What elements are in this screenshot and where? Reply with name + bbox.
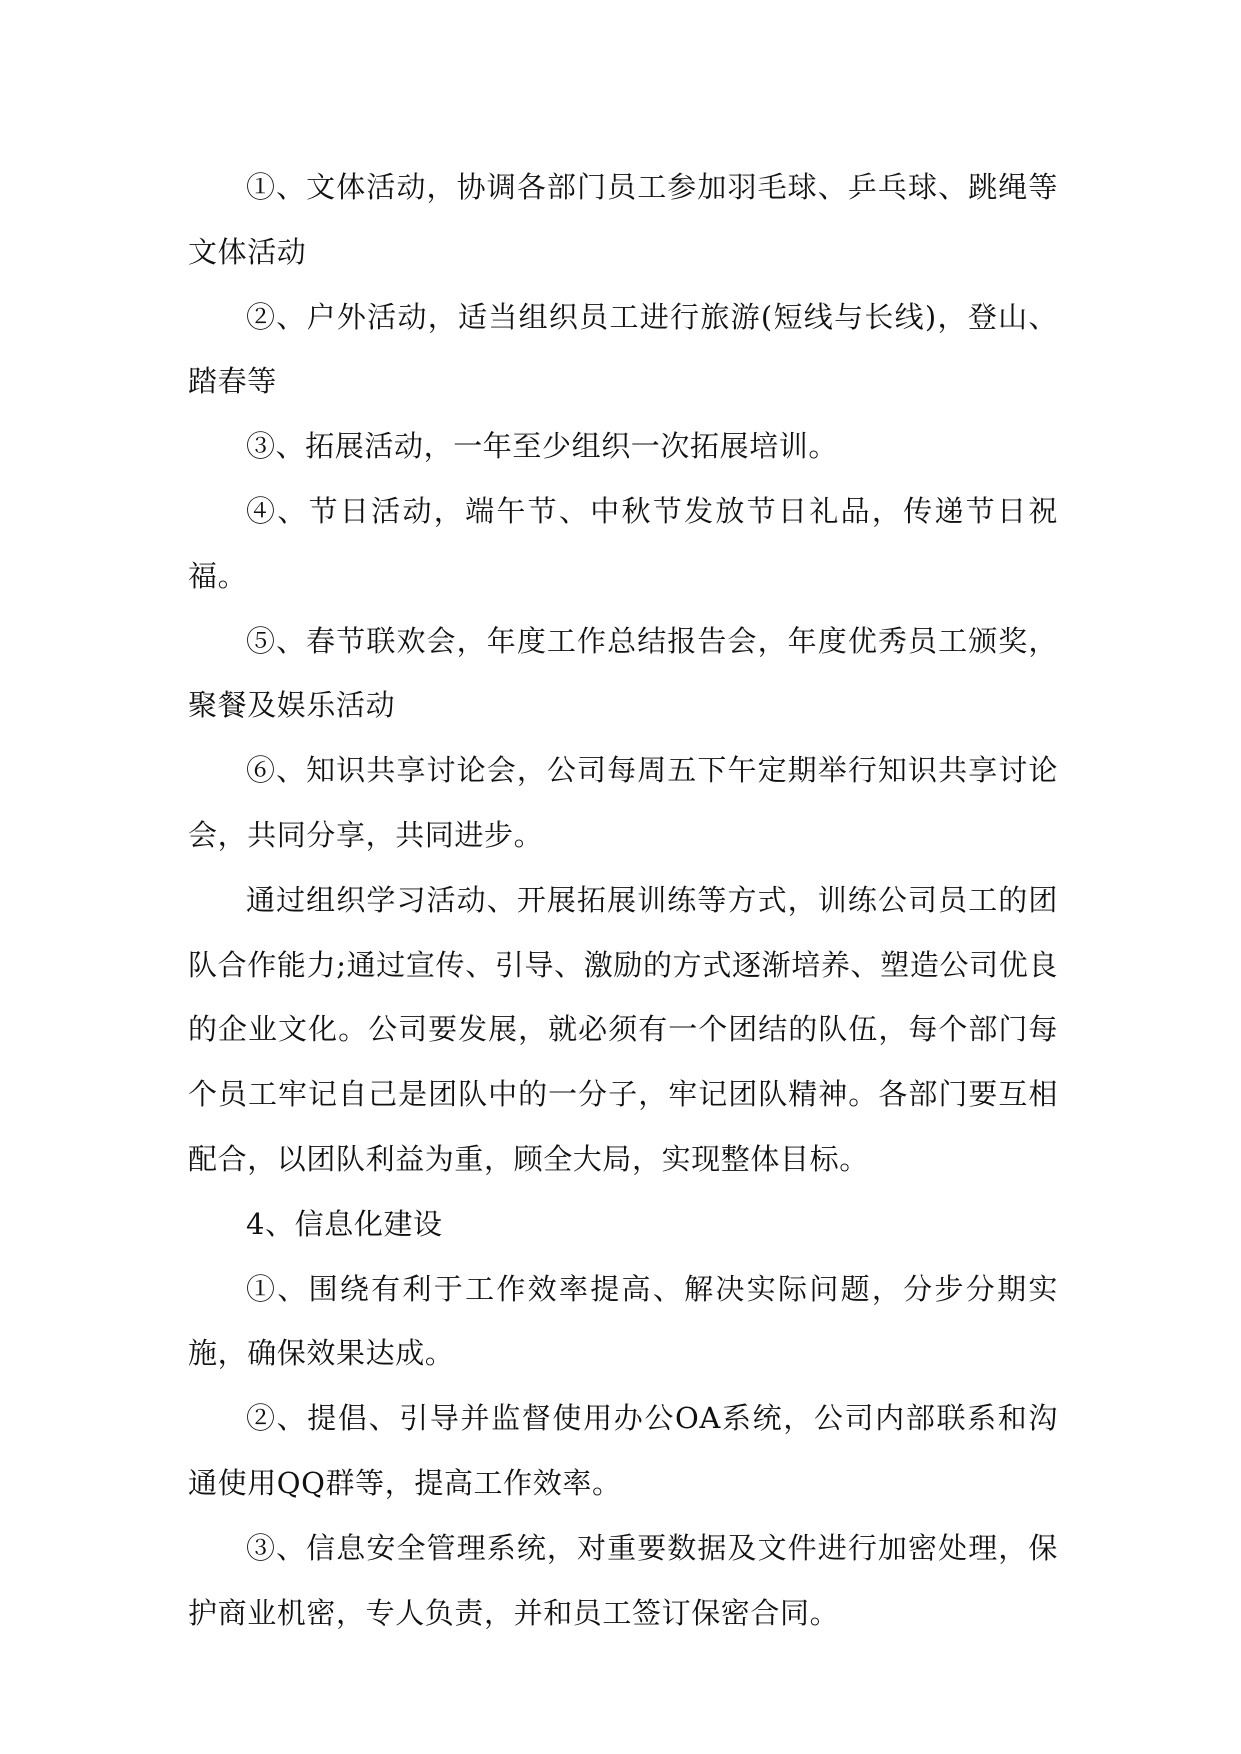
document-body	[188, 155, 1058, 1645]
paragraph-info-efficiency: ①、围绕有利于工作效率提高、解决实际问题，分步分期实施，确保效果达成。	[188, 1271, 1058, 1371]
paragraph-activity-sports: ①、文体活动，协调各部门员工参加羽毛球、乒乓球、跳绳等文体活动	[188, 170, 1058, 269]
section-heading-informatization: 4、信息化建设	[246, 1206, 443, 1241]
paragraph-info-oa-system: ②、提倡、引导并监督使用办公OA系统，公司内部联系和沟通使用QQ群等，提高工作效率。	[188, 1401, 1058, 1500]
paragraph-activity-festival: ④、节日活动，端午节、中秋节发放节日礼品，传递节日祝福。	[188, 493, 1058, 593]
paragraph-activity-knowledge-sharing: ⑥、知识共享讨论会，公司每周五下午定期举行知识共享讨论会，共同分享，共同进步。	[188, 753, 1058, 852]
paragraph-info-security: ③、信息安全管理系统，对重要数据及文件进行加密处理，保护商业机密，专人负责，并和员工签订保密合同。	[188, 1530, 1058, 1630]
paragraph-activity-expansion: ③、拓展活动，一年至少组织一次拓展培训。	[246, 429, 839, 464]
paragraph-activity-spring-party: ⑤、春节联欢会，年度工作总结报告会，年度优秀员工颁奖，聚餐及娱乐活动	[188, 623, 1058, 723]
paragraph-activity-outdoor: ②、户外活动，适当组织员工进行旅游(短线与长线)，登山、踏春等	[188, 299, 1058, 399]
paragraph-team-building-summary: 通过组织学习活动、开展拓展训练等方式，训练公司员工的团队合作能力;通过宣传、引导、激励的方式逐渐培养、塑造公司优良的企业文化。公司要发展，就必须有一个团结的队伍，每个部门每个员工牢记自己是团队中的一分子，牢记团队精神。各部门要互相配合，以团队利益为重，顾全大局，实现整体目标。	[188, 882, 1058, 1176]
